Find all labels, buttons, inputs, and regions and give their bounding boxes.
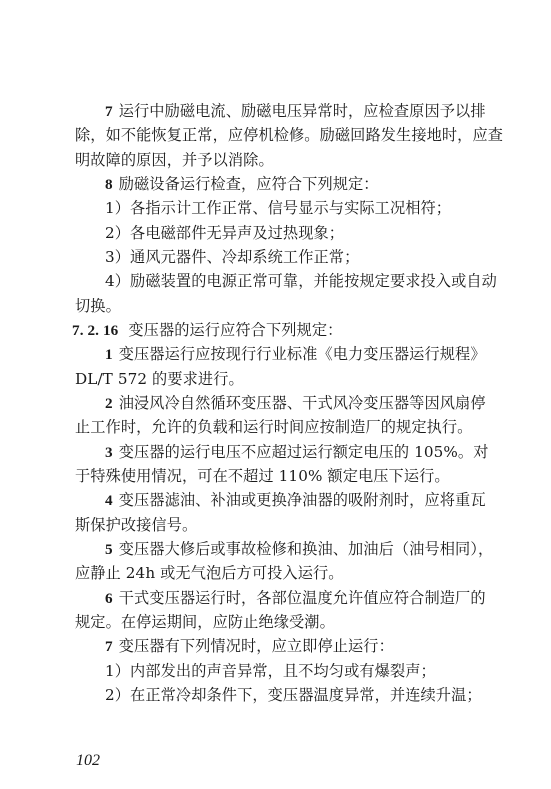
line-text: 1）内部发出的声音异常，且不均匀或有爆裂声；: [105, 662, 436, 680]
line-text: 变压器的运行应符合下列规定：: [128, 321, 343, 339]
paragraph-line: [75, 125, 504, 145]
paragraph-line: [105, 661, 505, 681]
paragraph-line: [105, 539, 505, 560]
line-text: 于特殊使用情况，可在不超过 110% 额定电压下运行。: [75, 467, 450, 485]
line-text: 变压器运行应按现行行业标准《电力变压器运行规程》: [118, 345, 486, 363]
line-text: 切换。: [75, 297, 121, 315]
paragraph-line: [105, 685, 505, 705]
section-number: 7. 2. 16: [72, 322, 119, 339]
paragraph-line: [105, 198, 505, 218]
paragraph-line: [105, 247, 505, 267]
line-text: 变压器有下列情况时，应立即停止运行：: [118, 637, 394, 655]
item-number: 8: [105, 176, 113, 193]
paragraph-line: [75, 417, 475, 437]
paragraph-line: [75, 515, 475, 535]
item-number: 7: [105, 103, 113, 120]
paragraph-line: [75, 466, 475, 486]
paragraph-line: [105, 588, 505, 609]
line-text: 2）在正常冷却条件下，变压器温度异常，并连续升温；: [105, 686, 482, 704]
paragraph-line: [75, 150, 475, 170]
line-text: 斯保护改接信号。: [75, 516, 198, 534]
line-text: 3）通风元器件、冷却系统工作正常；: [105, 248, 360, 266]
item-number: 5: [105, 541, 113, 558]
item-number: 7: [105, 638, 113, 655]
line-text: 变压器的运行电压不应超过运行额定电压的 105%。对: [118, 443, 489, 461]
paragraph-line: [105, 271, 505, 291]
paragraph-line: [105, 490, 505, 511]
paragraph-line: [105, 344, 505, 365]
paragraph-line: [75, 296, 475, 316]
item-number: 3: [105, 444, 113, 461]
paragraph-line: [75, 369, 475, 389]
paragraph-line: [105, 174, 505, 195]
line-text: 除，如不能恢复正常，应停机检修。励磁回路发生接地时，应查: [75, 126, 504, 144]
line-text: 变压器大修后或事故检修和换油、加油后（油号相同），: [118, 540, 494, 558]
line-text: 运行中励磁电流、励磁电压异常时，应检查原因予以排: [118, 102, 486, 120]
paragraph-line: [75, 612, 475, 632]
line-text: 变压器滤油、补油或更换净油器的吸附剂时，应将重瓦: [118, 491, 486, 509]
item-number: 1: [105, 346, 113, 363]
item-number: 4: [105, 492, 113, 509]
line-text: 油浸风冷自然循环变压器、干式风冷变压器等因风扇停: [118, 394, 486, 412]
section-heading: [72, 320, 472, 341]
paragraph-line: [105, 101, 505, 122]
paragraph-line: [105, 223, 505, 243]
line-text: DL/T 572 的要求进行。: [75, 370, 244, 388]
paragraph-line: [105, 393, 505, 414]
paragraph-line: [105, 442, 505, 463]
line-text: 规定。在停运期间，应防止绝缘受潮。: [75, 613, 335, 631]
item-number: 6: [105, 590, 113, 607]
paragraph-line: [75, 563, 475, 583]
line-text: 止工作时，允许的负载和运行时间应按制造厂的规定执行。: [75, 418, 473, 436]
line-text: 明故障的原因，并予以消除。: [75, 151, 274, 169]
line-text: 4）励磁装置的电源正常可靠，并能按规定要求投入或自动: [105, 272, 497, 290]
page-number: 102: [76, 752, 100, 769]
line-text: 1）各指示计工作正常、信号显示与实际工况相符；: [105, 199, 452, 217]
line-text: 应静止 24h 或无气泡后方可投入运行。: [75, 564, 344, 582]
item-number: 2: [105, 395, 113, 412]
line-text: 励磁设备运行检查，应符合下列规定：: [118, 175, 379, 193]
line-text: 2）各电磁部件无异声及过热现象；: [105, 224, 345, 242]
paragraph-line: [105, 636, 505, 657]
line-text: 干式变压器运行时，各部位温度允许值应符合制造厂的: [118, 589, 486, 607]
